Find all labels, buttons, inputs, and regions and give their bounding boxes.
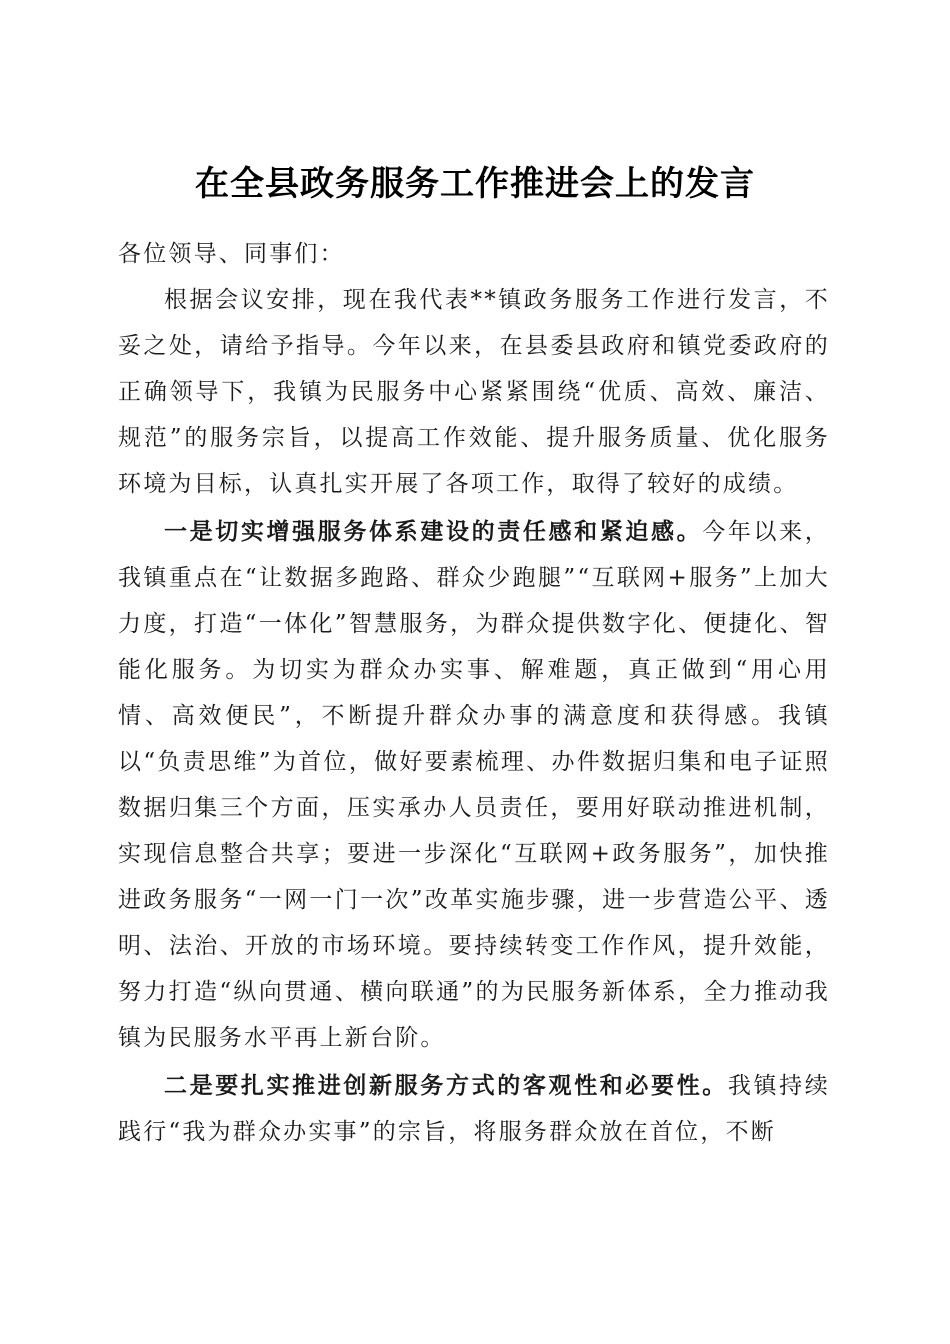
paragraph-text: 今年以来，我镇重点在“让数据多跑路、群众少跑腿”“互联网+服务”上加大力度，打造“一体化”智慧服务，为群众提供数字化、便捷化、智能化服务。为切实为群众办实事、解难题，真正做到“用心用情、高效便民”，不断提升群众办事的满意度和获得感。我镇以“负责思维”为首位，做好要素梳理、办件数据归集和电子证照数据归集三个方面，压实承办人员责任，要用好联动推进机制，实现信息整合共享；要进一步深化“互联网+政务服务”，加快推进政务服务“一网一门一次”改革实施步骤，进一步营造公平、透明、法治、开放的市场环境。要持续转变工作作风，提升效能，努力打造“纵向贯通、横向联通”的为民服务新体系，全力推动我镇为民服务水平再上新台阶。 <box>118 519 831 1051</box>
paragraph-point-two <box>118 1063 830 1155</box>
salutation: 各位领导、同事们： <box>118 241 345 267</box>
paragraph-point-one <box>118 509 830 1061</box>
paragraph-lead: 二是要扎实推进创新服务方式的客观性和必要性。 <box>164 1072 728 1099</box>
document-title: 在全县政务服务工作推进会上的发言 <box>195 163 755 204</box>
paragraph-text: 根据会议安排，现在我代表**镇政务服务工作进行发言，不妥之处，请给予指导。今年以来，在县委县政府和镇党委政府的正确领导下，我镇为民服务中心紧紧围绕“优质、高效、廉洁、规范”的服务宗旨，以提高工作效能、提升服务质量、优化服务环境为目标，认真扎实开展了各项工作，取得了较好的成绩。 <box>118 287 830 497</box>
document-body <box>118 231 830 1155</box>
paragraph-lead: 一是切实增强服务体系建设的责任感和紧迫感。 <box>164 518 703 545</box>
paragraph-text: 我镇持续践行“我为群众办实事”的宗旨，将服务群众放在首位，不断 <box>118 1073 830 1145</box>
paragraph-intro <box>118 277 830 507</box>
